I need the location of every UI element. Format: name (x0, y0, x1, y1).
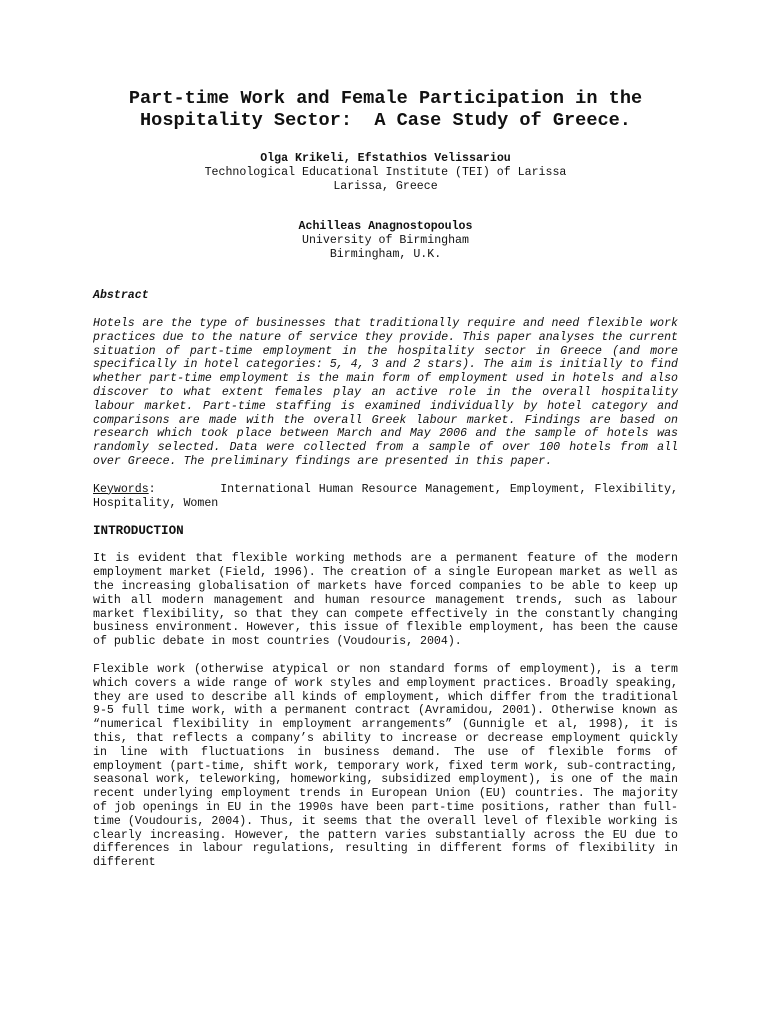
abstract-heading: Abstract (93, 289, 149, 302)
author-affiliation: Technological Educational Institute (TEI) of Larissa (204, 166, 567, 179)
paper-title-line-1: Part-time Work and Female Participation in the (128, 88, 643, 109)
author-location: Larissa, Greece (333, 180, 438, 193)
author-location: Birmingham, U.K. (329, 248, 442, 261)
paper-title-line-2: Hospitality Sector: A Case Study of Greece. (140, 110, 631, 131)
keywords-list: International Human Resource Management, Employment, Flexibility, Hospitality, Women (93, 482, 678, 510)
body-paragraph: Flexible work (otherwise atypical or non standard forms of employment), is a term which covers a wide range of work styles and employment practices. Broadly speaking, they are used to describe all kinds of employment, which differ from the traditional 9-5 full time work, with a permanent contract (Avramidou, 2001). Otherwise known as “numerical flexibility in employment arrangements” (Gunnigle et al, 1998), it is this, that reflects a company’s ability to increase or decrease employment quickly in line with fluctuations in business demand. The use of flexible forms of employment (part-time, shift work, temporary work, fixed term work, sub-contracting, seasonal work, teleworking, homeworking, subsidized employment), is one of the main recent underlying employment trends in European Union (EU) countries. The majority of job openings in EU in the 1990s have been part-time positions, rather than full-time (Voudouris, 2004). Thus, it seems that the overall level of flexible working is clearly increasing. However, the pattern varies substantially across the EU due to differences in labour regulations, resulting in different forms of flexibility in different (93, 662, 678, 870)
author-block-1 (93, 152, 678, 194)
keywords: Keywords: International Human Resource Management, Employment, Flexibility, Hospitality, Women (93, 482, 678, 510)
body-paragraph: It is evident that flexible working methods are a permanent feature of the modern employment market (Field, 1996). The creation of a single European market as well as the increasing globalisation of markets have forced companies to be able to keep up with all modern management and human resource management trends, such as labour market flexibility, so that they can compete effectively in the constantly changing business environment. However, this issue of flexible employment, has been the cause of public debate in most countries (Voudouris, 2004). (93, 552, 678, 649)
author-names: Olga Krikeli, Efstathios Velissariou (260, 152, 511, 165)
keywords-label: Keywords (93, 482, 149, 496)
author-affiliation: University of Birmingham (302, 234, 469, 247)
author-names: Achilleas Anagnostopoulos (298, 220, 473, 233)
section-heading-introduction: INTRODUCTION (93, 524, 184, 539)
author-block-2 (93, 220, 678, 262)
abstract-text: Hotels are the type of businesses that traditionally require and need flexible work practices due to the nature of service they provide. This paper analyses the current situation of part-time employment in the hospitality sector in Greece (and more specifically in hotel categories: 5, 4, 3 and 2 stars). The aim is initially to find whether part-time employment is the main form of employment used in hotels and also discover to what extent females play an active role in the overall hospitality labour market. Part-time staffing is examined individually by hotel category and comparisons are made with the overall Greek labour market. Findings are based on research which took place between March and May 2006 and the sample of hotels was randomly selected. Data were collected from a sample of over 100 hotels from all over Greece. The preliminary findings are presented in this paper. (93, 317, 678, 468)
paper-title (93, 88, 678, 132)
